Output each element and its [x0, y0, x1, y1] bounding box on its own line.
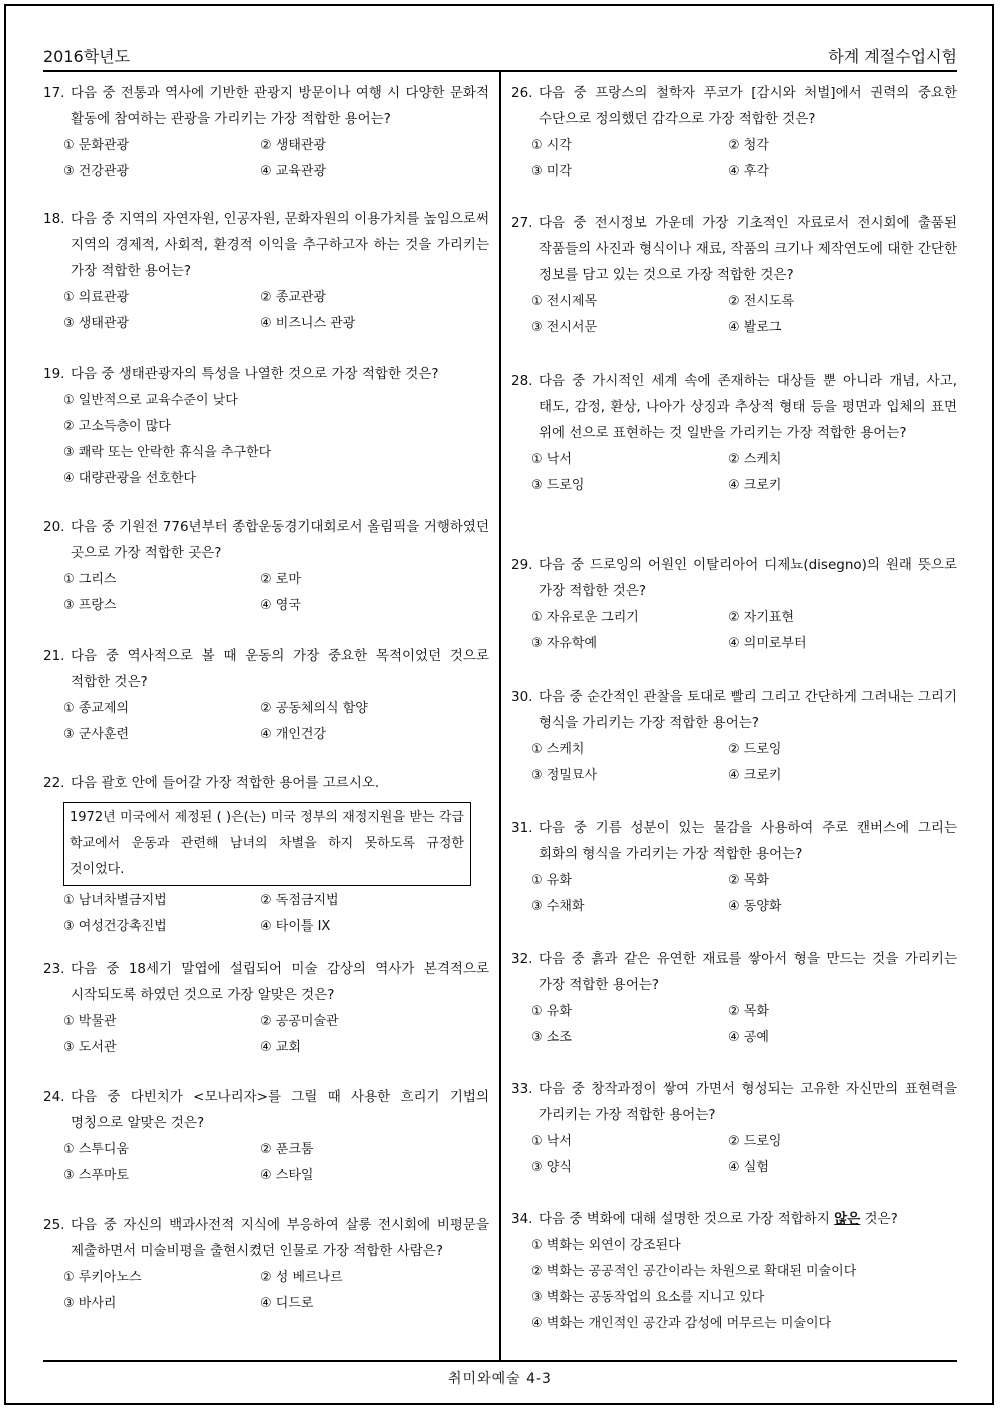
option-1[interactable]: ① 의료관광	[63, 290, 130, 305]
page-header	[43, 44, 957, 68]
option-3[interactable]: ③ 전시서문	[531, 320, 598, 335]
option-1[interactable]: ① 유화	[531, 873, 572, 888]
question-19	[43, 361, 489, 492]
question-number: 34.	[511, 1211, 533, 1227]
option-2[interactable]: ② 고소득층이 많다	[63, 419, 171, 434]
option-3[interactable]: ③ 양식	[531, 1160, 572, 1175]
option-4[interactable]: ④ 타이틀 IX	[260, 919, 331, 934]
question-number: 24.	[43, 1089, 65, 1105]
option-2[interactable]: ② 공동체의식 함양	[260, 701, 368, 716]
question-number: 18.	[43, 211, 65, 227]
question-number: 22.	[43, 775, 65, 791]
question-29	[511, 552, 957, 657]
option-2[interactable]: ② 드로잉	[728, 742, 782, 757]
option-4[interactable]: ④ 봘로그	[728, 320, 782, 335]
question-number: 19.	[43, 366, 65, 382]
option-1[interactable]: ① 시각	[531, 138, 572, 153]
question-number: 29.	[511, 557, 533, 573]
option-4[interactable]: ④ 후각	[728, 164, 769, 179]
option-2[interactable]: ② 공공미술관	[260, 1014, 339, 1029]
option-1[interactable]: ① 스케치	[531, 742, 585, 757]
option-3[interactable]: ③ 여성건강촉진법	[63, 919, 167, 934]
question-text: 다음 중 전시정보 가운데 가장 기초적인 자료로서 전시회에 출품된 작품들의 사진과 형식이나 재료, 작품의 크기나 제작연도에 대한 간단한 정보를 담고 있는 것으로 가장 적합한 것은?	[539, 215, 957, 283]
column-divider	[499, 71, 501, 1360]
question-26	[511, 80, 957, 185]
question-text: 다음 중 기원전 776년부터 종합운동경기대회로서 올림픽을 거행하였던 곳으로 가장 적합한 곳은?	[71, 519, 489, 561]
option-3[interactable]: ③ 미각	[531, 164, 572, 179]
option-2[interactable]: ② 독점금지법	[260, 893, 339, 908]
option-2[interactable]: ② 생태관광	[260, 138, 327, 153]
option-3[interactable]: ③ 벽화는 공동작업의 요소를 지니고 있다	[531, 1290, 765, 1305]
option-1[interactable]: ① 문화관광	[63, 138, 130, 153]
option-2[interactable]: ② 목화	[728, 873, 769, 888]
question-number: 23.	[43, 961, 65, 977]
option-1[interactable]: ① 낙서	[531, 452, 572, 467]
question-number: 33.	[511, 1081, 533, 1097]
option-1[interactable]: ① 전시제목	[531, 294, 598, 309]
option-2[interactable]: ② 스케치	[728, 452, 782, 467]
option-4[interactable]: ④ 스타일	[260, 1168, 314, 1183]
option-4[interactable]: ④ 비즈니스 관광	[260, 316, 356, 331]
option-2[interactable]: ② 벽화는 공공적인 공간이라는 차원으로 확대된 미술이다	[531, 1264, 857, 1279]
option-4[interactable]: ④ 크로키	[728, 478, 782, 493]
option-3[interactable]: ③ 소조	[531, 1030, 572, 1045]
option-2[interactable]: ② 청각	[728, 138, 769, 153]
question-text: 다음 중 18세기 말엽에 설립되어 미술 감상의 역사가 본격적으로 시작되도록 하였던 것으로 가장 알맞은 것은?	[71, 961, 489, 1003]
option-1[interactable]: ① 낙서	[531, 1134, 572, 1149]
option-4[interactable]: ④ 동양화	[728, 899, 782, 914]
question-number: 30.	[511, 689, 533, 705]
option-1[interactable]: ① 종교제의	[63, 701, 130, 716]
question-number: 32.	[511, 951, 533, 967]
option-2[interactable]: ② 성 베르나르	[260, 1270, 343, 1285]
question-number: 21.	[43, 648, 65, 664]
question-25	[43, 1212, 489, 1317]
question-34	[511, 1206, 957, 1337]
question-text: 다음 중 역사적으로 볼 때 운동의 가장 중요한 목적이었던 것으로 적합한 것은?	[71, 648, 489, 690]
footer-rule	[43, 1360, 957, 1362]
question-28	[511, 368, 957, 499]
option-4[interactable]: ④ 개인건강	[260, 727, 327, 742]
question-23	[43, 956, 489, 1061]
question-text	[539, 1206, 957, 1232]
question-text: 다음 중 흙과 같은 유연한 재료를 쌓아서 형을 만드는 것을 가리키는 가장 적합한 용어는?	[539, 951, 957, 993]
question-17	[43, 80, 489, 185]
question-text: 다음 중 지역의 자연자원, 인공자원, 문화자원의 이용가치를 높임으로써 지역의 경제적, 사회적, 환경적 이익을 추구하고자 하는 것을 가리키는 가장 적합한 용어는?	[71, 211, 489, 279]
option-3[interactable]: ③ 프랑스	[63, 598, 117, 613]
question-18	[43, 206, 489, 337]
question-text: 다음 중 순간적인 관찰을 토대로 빨리 그리고 간단하게 그려내는 그리기 형식을 가리키는 가장 적합한 용어는?	[539, 689, 957, 731]
option-3[interactable]: ③ 건강관광	[63, 164, 130, 179]
option-3[interactable]: ③ 생태관광	[63, 316, 130, 331]
option-3[interactable]: ③ 군사훈련	[63, 727, 130, 742]
question-text: 다음 중 기름 성분이 있는 물감을 사용하여 주로 캔버스에 그리는 회화의 형식을 가리키는 가장 적합한 용어는?	[539, 820, 957, 862]
question-text: 다음 중 전통과 역사에 기반한 관광지 방문이나 여행 시 다양한 문화적 활동에 참여하는 관광을 가리키는 가장 적합한 용어는?	[71, 85, 489, 127]
option-3[interactable]: ③ 수채화	[531, 899, 585, 914]
option-2[interactable]: ② 목화	[728, 1004, 769, 1019]
page-footer: 취미와예술 4-3	[448, 1371, 552, 1387]
question-number: 25.	[43, 1217, 65, 1233]
option-4[interactable]: ④ 교육관광	[260, 164, 327, 179]
question-21	[43, 643, 489, 748]
option-4[interactable]: ④ 공예	[728, 1030, 769, 1045]
option-4[interactable]: ④ 디드로	[260, 1296, 314, 1311]
question-text: 다음 괄호 안에 들어갈 가장 적합한 용어를 고르시오.	[71, 775, 380, 791]
option-3[interactable]: ③ 드로잉	[531, 478, 585, 493]
question-27	[511, 210, 957, 341]
question-number: 26.	[511, 85, 533, 101]
option-2[interactable]: ② 드로잉	[728, 1134, 782, 1149]
question-number: 20.	[43, 519, 65, 535]
question-text: 다음 중 창작과정이 쌓여 가면서 형성되는 고유한 자신만의 표현력을 가리키는 가장 적합한 용어는?	[539, 1081, 957, 1123]
question-32	[511, 946, 957, 1051]
question-22-passage-box: 1972년 미국에서 제정된 ( )은(는) 미국 정부의 재정지원을 받는 각급 학교에서 운동과 관련해 남녀의 차별을 하지 못하도록 규정한 것이었다.	[63, 802, 471, 886]
option-1[interactable]: ① 박물관	[63, 1014, 117, 1029]
option-3[interactable]: ③ 바사리	[63, 1296, 117, 1311]
option-4[interactable]: ④ 크로키	[728, 768, 782, 783]
question-text: 다음 중 가시적인 세계 속에 존재하는 대상들 뿐 아니라 개념, 사고, 태도, 감정, 환상, 나아가 상징과 추상적 형태 등을 평면과 입체의 표면 위에 선으로 표현하는 것 일반을 가리키는 가장 적합한 용어는?	[539, 373, 957, 441]
question-text: 다음 중 생태관광자의 특성을 나열한 것으로 가장 적합한 것은?	[71, 366, 439, 382]
option-1[interactable]: ① 루키아노스	[63, 1270, 142, 1285]
negation-emphasis: 않은	[834, 1211, 861, 1227]
option-1[interactable]: ① 남녀차별금지법	[63, 893, 167, 908]
question-22	[43, 770, 489, 940]
option-2[interactable]: ② 종교관광	[260, 290, 327, 305]
option-3[interactable]: ③ 쾌락 또는 안락한 휴식을 추구한다	[63, 445, 272, 460]
question-24	[43, 1084, 489, 1189]
question-text-after: 것은?	[860, 1211, 898, 1227]
question-text: 다음 중 프랑스의 철학자 푸코가 [감시와 처벌]에서 권력의 중요한 수단으로 정의했던 감각으로 가장 적합한 것은?	[539, 85, 957, 127]
exam-year: 2016학년도	[43, 47, 131, 66]
option-1[interactable]: ① 벽화는 외연이 강조된다	[531, 1238, 681, 1253]
option-1[interactable]: ① 일반적으로 교육수준이 낮다	[63, 393, 238, 408]
question-text: 다음 중 드로잉의 어원인 이탈리아어 디제뇨(disegno)의 원래 뜻으로 가장 적합한 것은?	[539, 557, 957, 599]
exam-title: 하계 계절수업시험	[828, 47, 957, 66]
option-3[interactable]: ③ 스푸마토	[63, 1168, 130, 1183]
question-33	[511, 1076, 957, 1181]
option-2[interactable]: ② 전시도록	[728, 294, 795, 309]
option-1[interactable]: ① 스투디움	[63, 1142, 130, 1157]
option-4[interactable]: ④ 영국	[260, 598, 301, 613]
option-2[interactable]: ② 푼크툼	[260, 1142, 314, 1157]
option-4[interactable]: ④ 대량관광을 선호한다	[63, 471, 196, 486]
option-3[interactable]: ③ 도서관	[63, 1040, 117, 1055]
option-4[interactable]: ④ 교회	[260, 1040, 301, 1055]
question-text: 다음 중 다빈치가 <모나리자>를 그릴 때 사용한 흐리기 기법의 명칭으로 알맞은 것은?	[71, 1089, 489, 1131]
question-20	[43, 514, 489, 619]
option-1[interactable]: ① 자유로운 그리기	[531, 610, 639, 625]
question-text-before: 다음 중 벽화에 대해 설명한 것으로 가장 적합하지	[539, 1211, 835, 1227]
question-number: 28.	[511, 373, 533, 389]
option-3[interactable]: ③ 자유학예	[531, 636, 598, 651]
option-2[interactable]: ② 로마	[260, 572, 301, 587]
option-1[interactable]: ① 유화	[531, 1004, 572, 1019]
option-4[interactable]: ④ 의미로부터	[728, 636, 807, 651]
option-4[interactable]: ④ 벽화는 개인적인 공간과 감성에 머무르는 미술이다	[531, 1316, 832, 1331]
question-30	[511, 684, 957, 789]
option-2[interactable]: ② 자기표현	[728, 610, 795, 625]
option-1[interactable]: ① 그리스	[63, 572, 117, 587]
question-31	[511, 815, 957, 920]
question-number: 27.	[511, 215, 533, 231]
question-number: 31.	[511, 820, 533, 836]
question-number: 17.	[43, 85, 65, 101]
question-text: 다음 중 자신의 백과사전적 지식에 부응하여 살롱 전시회에 비평문을 제출하면서 미술비평을 출현시켰던 인물로 가장 적합한 사람은?	[71, 1217, 489, 1259]
option-4[interactable]: ④ 실험	[728, 1160, 769, 1175]
option-3[interactable]: ③ 정밀묘사	[531, 768, 598, 783]
